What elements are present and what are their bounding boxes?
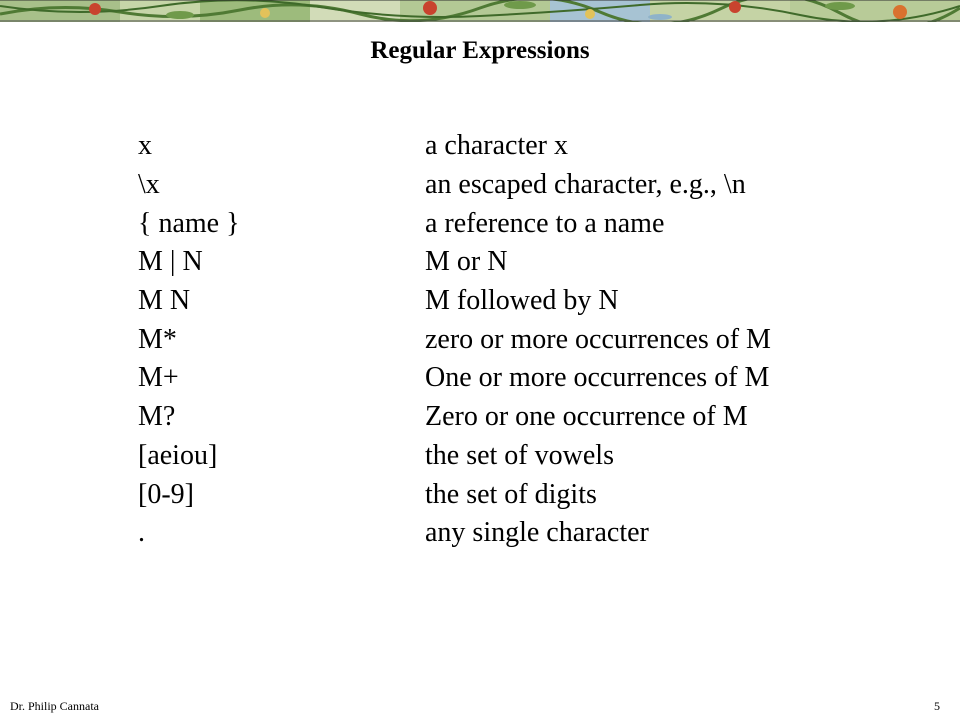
- regex-symbol: M N: [138, 285, 191, 317]
- regex-row: [138, 243, 858, 282]
- banner-art: [0, 0, 960, 22]
- regex-row: [138, 282, 858, 321]
- regex-table: [138, 127, 858, 553]
- regex-description: any single character: [425, 517, 649, 549]
- regex-symbol: [aeiou]: [138, 439, 218, 471]
- page-number: 5: [934, 699, 940, 713]
- regex-description: the set of digits: [425, 478, 597, 510]
- regex-description: an escaped character, e.g., \n: [425, 169, 746, 201]
- regex-description: M followed by N: [425, 285, 619, 317]
- regex-row: [138, 475, 858, 514]
- regex-row: [138, 398, 858, 437]
- regex-symbol: { name }: [138, 207, 240, 239]
- regex-description: the set of vowels: [425, 439, 614, 471]
- regex-row: [138, 514, 858, 553]
- regex-description: a character x: [425, 130, 568, 162]
- regex-description: a reference to a name: [425, 207, 665, 239]
- stained-glass-banner: [0, 0, 960, 22]
- regex-symbol: M?: [138, 401, 176, 433]
- regex-symbol: M+: [138, 362, 179, 394]
- regex-symbol: [0-9]: [138, 478, 194, 510]
- regex-description: zero or more occurrences of M: [425, 323, 771, 355]
- regex-symbol: .: [138, 517, 145, 549]
- footer-author: Dr. Philip Cannata: [10, 699, 99, 713]
- regex-row: [138, 437, 858, 476]
- regex-description: M or N: [425, 246, 508, 278]
- regex-row: [138, 127, 858, 166]
- regex-description: One or more occurrences of M: [425, 362, 770, 394]
- slide-title: Regular Expressions: [370, 37, 590, 64]
- regex-symbol: M*: [138, 323, 177, 355]
- regex-symbol: \x: [138, 169, 160, 201]
- regex-description: Zero or one occurrence of M: [425, 401, 748, 433]
- regex-row: [138, 320, 858, 359]
- regex-symbol: x: [138, 130, 152, 162]
- regex-row: [138, 166, 858, 205]
- regex-row: [138, 204, 858, 243]
- regex-row: [138, 359, 858, 398]
- regex-symbol: M | N: [138, 246, 203, 278]
